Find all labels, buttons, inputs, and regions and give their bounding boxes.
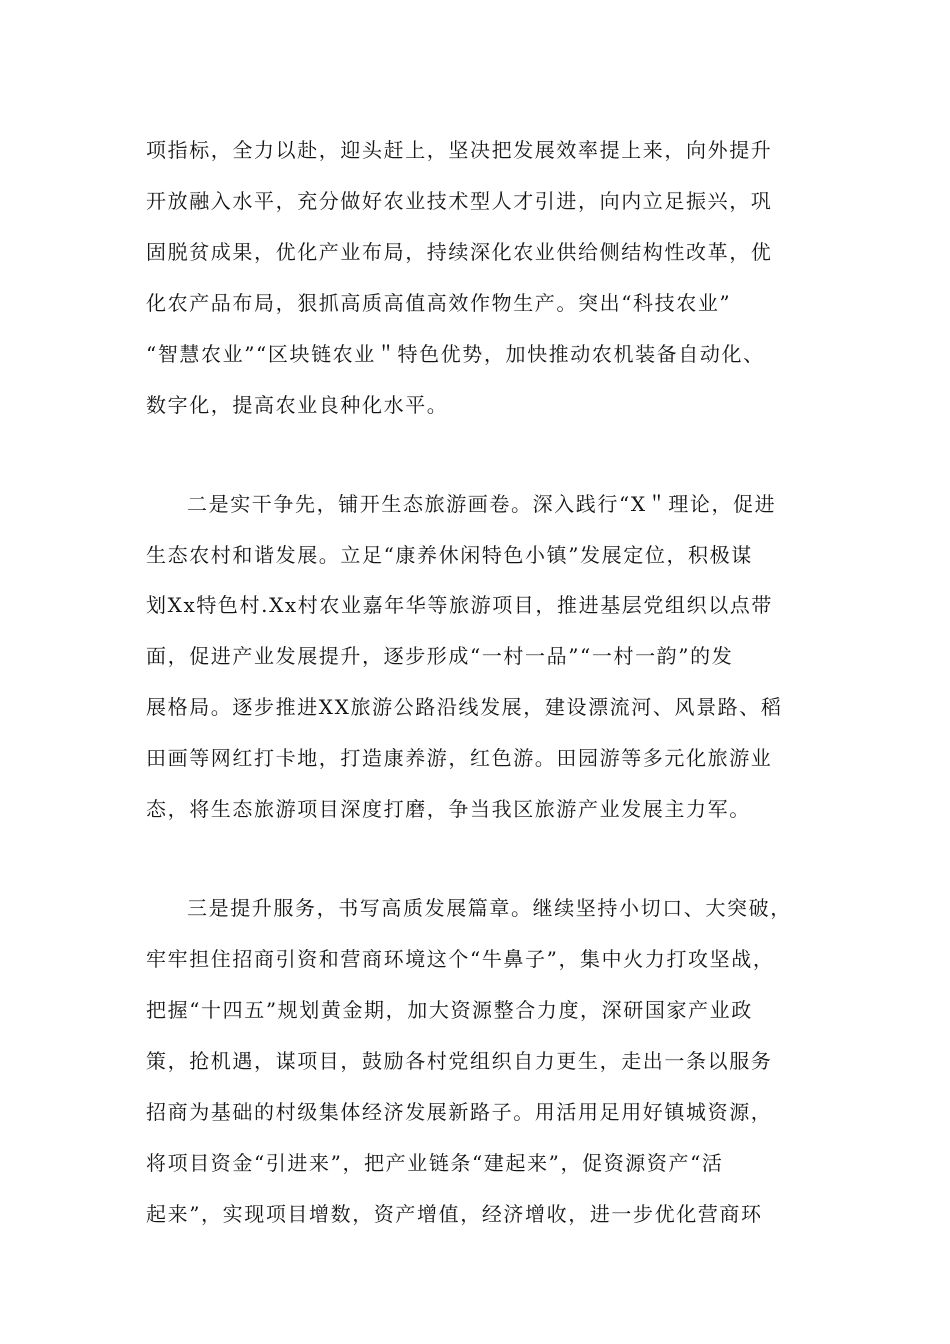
paragraph-line: 起来”，实现项目增数，资产增值，经济增收，进一步优化营商环 [146,1202,763,1226]
paragraph-line: 数字化，提高农业良种化水平。 [146,393,449,417]
paragraph-line: 牢牢担住招商引资和营商环境这个“牛鼻子”，集中火力打攻坚战， [146,947,775,971]
paragraph-line: 化农产品布局，狠抓高质高值高效作物生产。突出“科技农业” [146,291,732,315]
paragraph-line: 将项目资金“引进来”，把产业链条“建起来”，促资源资产“活 [146,1151,724,1175]
paragraph-line: 招商为基础的村级集体经济发展新路子。用活用足用好镇城资源， [146,1100,773,1124]
paragraph-line: 三是提升服务，书写高质发展篇章。继续坚持小切口、大突破， [187,896,792,920]
paragraph-line: 划Xx特色村.Xx村农业嘉年华等旅游项目，推进基层党组织以点带 [146,593,773,617]
paragraph-line: “智慧农业”“区块链农业＂特色优势，加快推动农机装备自动化、 [146,342,765,366]
paragraph-line: 态，将生态旅游项目深度打磨，争当我区旅游产业发展主力军。 [146,797,751,821]
paragraph-line: 开放融入水平，充分做好农业技术型人才引进，向内立足振兴，巩 [146,189,773,213]
paragraph-line: 面，促进产业发展提升，逐步形成“一村一品”“一村一韵”的发 [146,644,734,668]
paragraph-line: 把握“十四五”规划黄金期，加大资源整合力度，深研国家产业政 [146,998,753,1022]
paragraph-line: 展格局。逐步推进XX旅游公路沿线发展，建设漂流河、风景路、稻 [146,695,783,719]
paragraph-line: 二是实干争先，铺开生态旅游画卷。深入践行“X＂理论，促进 [187,492,777,516]
paragraph-line: 策，抢机遇，谋项目，鼓励各村党组织自力更生，走出一条以服务 [146,1049,773,1073]
paragraph-line: 生态农村和谐发展。立足“康养休闲特色小镇”发展定位，积极谋 [146,543,753,567]
paragraph-line: 田画等网红打卡地，打造康养游，红色游。田园游等多元化旅游业 [146,746,773,770]
paragraph-line: 项指标，全力以赴，迎头赶上，坚决把发展效率提上来，向外提升 [146,138,773,162]
paragraph-line: 固脱贫成果，优化产业布局，持续深化农业供给侧结构性改革，优 [146,240,773,264]
